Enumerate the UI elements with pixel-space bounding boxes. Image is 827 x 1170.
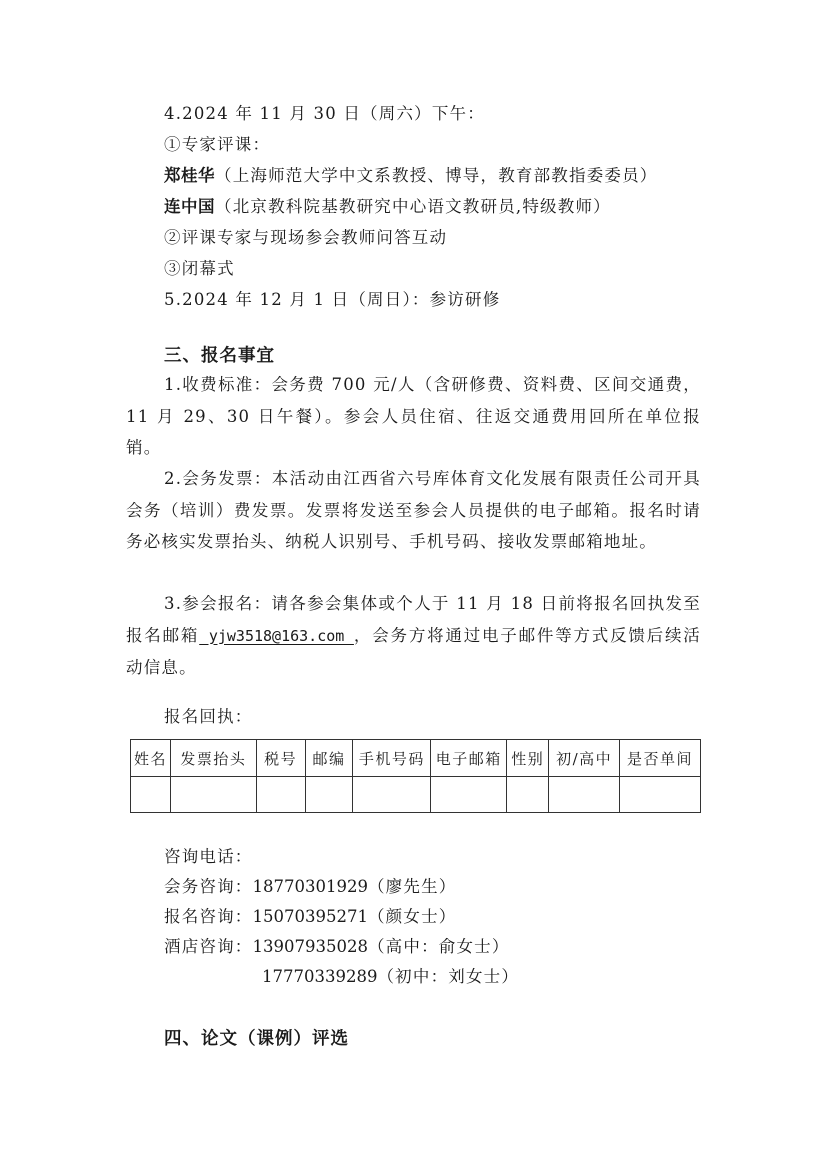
table-cell-empty[interactable] xyxy=(549,777,620,813)
contact-item xyxy=(164,877,456,897)
column-header: 初/高中 xyxy=(549,740,620,777)
table-cell-empty[interactable] xyxy=(507,777,549,813)
schedule-item-5: 5.2024 年 12 月 1 日（周日）：参访研修 xyxy=(164,290,501,309)
table-cell-empty[interactable] xyxy=(305,777,353,813)
contact-phone: 15070395271 xyxy=(252,907,368,926)
expert-1-desc: （上海师范大学中文系教授、博导，教育部教指委委员） xyxy=(215,166,658,185)
contact-item xyxy=(164,907,456,927)
table-cell-empty[interactable] xyxy=(131,777,171,813)
expert-2-desc: （北京教科院基教研究中心语文教研员,特级教师） xyxy=(215,197,611,216)
table-cell-empty[interactable] xyxy=(620,777,701,813)
expert-1 xyxy=(164,166,658,186)
expert-2 xyxy=(164,197,611,217)
table-cell-empty[interactable] xyxy=(170,777,256,813)
fee-standard-paragraph: 1.收费标准：会务费 700 元/人（含研修费、资料费、区间交通费，11 月 29、30 日午餐）。参会人员住宿、往返交通费用回所在单位报销。 xyxy=(126,375,701,457)
section-3-heading: 三、报名事宜 xyxy=(164,346,275,366)
schedule-item-4: 4.2024 年 11 月 30 日（周六）下午： xyxy=(164,104,485,123)
schedule-sub-qa: ②评课专家与现场参会教师问答互动 xyxy=(164,228,448,247)
contact-phone: 17770339289 xyxy=(262,967,378,986)
column-header: 电子邮箱 xyxy=(431,740,507,777)
column-header: 姓名 xyxy=(131,740,171,777)
column-header: 性别 xyxy=(507,740,549,777)
contact-note: （高中：俞女士） xyxy=(367,937,510,956)
section-4-heading: 四、论文（课例）评选 xyxy=(164,1029,349,1049)
table-cell-empty[interactable] xyxy=(353,777,431,813)
contact-phone: 18770301929 xyxy=(252,877,368,896)
registration-text-after: ，会务方将通过电子邮件等方式反馈后续活动信息。 xyxy=(126,625,701,677)
table-row xyxy=(131,777,701,813)
contact-title: 咨询电话： xyxy=(164,847,253,866)
schedule-sub-closing: ③闭幕式 xyxy=(164,259,235,278)
receipt-label: 报名回执： xyxy=(164,707,253,726)
column-header: 税号 xyxy=(256,740,305,777)
expert-2-name: 连中国 xyxy=(164,197,215,216)
table-header-row xyxy=(131,740,701,777)
contact-label: 会务咨询： xyxy=(164,877,253,896)
contact-note: （颜女士） xyxy=(367,907,457,926)
registration-email-link[interactable]: yjw3518@163.com xyxy=(199,626,354,645)
table-cell-empty[interactable] xyxy=(256,777,305,813)
column-header: 邮编 xyxy=(305,740,353,777)
contact-note: （廖先生） xyxy=(367,877,457,896)
column-header: 发票抬头 xyxy=(170,740,256,777)
registration-text-before: 3.参会报名：请各参会集体或个人于 11 月 18 日前将报名回执发至报名邮箱 xyxy=(126,594,701,645)
contact-label: 酒店咨询： xyxy=(164,937,253,956)
registration-receipt-table xyxy=(130,739,701,813)
contact-item xyxy=(164,937,510,957)
contact-phone: 13907935028 xyxy=(252,937,368,956)
contact-label: 报名咨询： xyxy=(164,907,253,926)
registration-paragraph xyxy=(126,588,701,684)
contact-item xyxy=(262,967,519,987)
schedule-sub-expert-review: ①专家评课： xyxy=(164,135,271,154)
table-cell-empty[interactable] xyxy=(431,777,507,813)
column-header: 是否单间 xyxy=(620,740,701,777)
expert-1-name: 郑桂华 xyxy=(164,166,215,185)
column-header: 手机号码 xyxy=(353,740,431,777)
invoice-paragraph: 2.会务发票：本活动由江西省六号库体育文化发展有限责任公司开具会务（培训）费发票。发票将发送至参会人员提供的电子邮箱。报名时请务必核实发票抬头、纳税人识别号、手机号码、接收发票邮箱地址。 xyxy=(126,469,701,551)
contact-note: （初中：刘女士） xyxy=(377,967,520,986)
